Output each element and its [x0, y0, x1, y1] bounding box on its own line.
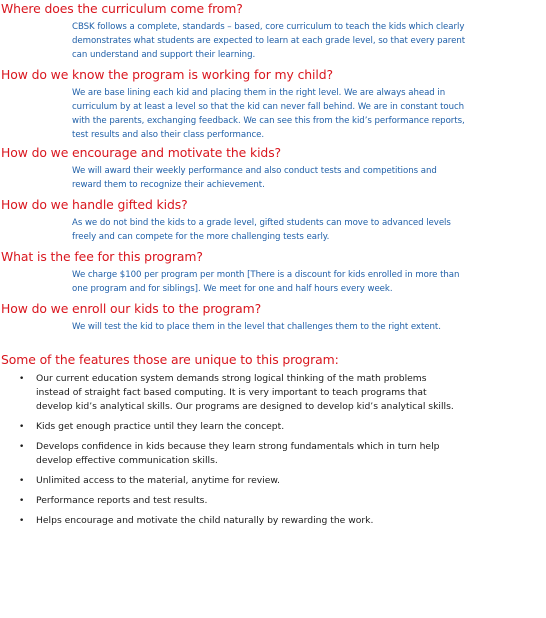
- faq-question: How do we handle gifted kids?: [1, 197, 188, 212]
- feature-text: Develops confidence in kids because they learn strong fundamentals which in turn help develop effective communication skills.: [36, 441, 440, 466]
- features-heading: Some of the features those are unique to this program:: [1, 352, 339, 367]
- faq-item-gifted: [0, 197, 468, 244]
- faq-answer: As we do not bind the kids to a grade level, gifted students can move to advanced levels freely and can compete for the more challenging tests early.: [72, 218, 451, 242]
- bullet-icon: •: [19, 516, 25, 526]
- list-item: [0, 514, 456, 528]
- faq-item-progress: [0, 67, 468, 142]
- bullet-icon: •: [19, 442, 25, 452]
- faq-item-curriculum: [0, 1, 468, 62]
- features-list: [0, 372, 546, 528]
- faq-answer: We will award their weekly performance and also conduct tests and competitions and reward them to recognize their achievement.: [72, 166, 437, 190]
- bullet-icon: •: [19, 422, 25, 432]
- faq-question: Where does the curriculum come from?: [1, 1, 243, 16]
- list-item: [0, 474, 456, 488]
- feature-text: Performance reports and test results.: [36, 495, 208, 506]
- faq-question: How do we enroll our kids to the program?: [1, 301, 262, 316]
- faq-answer: We charge $100 per program per month [There is a discount for kids enrolled in more than one program and for siblings]. We meet for one and half hours every week.: [72, 270, 460, 294]
- list-item: [0, 440, 456, 468]
- faq-question: How do we know the program is working for my child?: [1, 67, 333, 82]
- feature-text: Unlimited access to the material, anytime for review.: [36, 475, 280, 486]
- faq-question: What is the fee for this program?: [1, 249, 203, 264]
- list-item: [0, 420, 456, 434]
- bullet-icon: •: [19, 374, 25, 384]
- bullet-icon: •: [19, 496, 25, 506]
- list-item: [0, 494, 456, 508]
- feature-text: Kids get enough practice until they learn the concept.: [36, 421, 285, 432]
- list-item: [0, 372, 456, 414]
- faq-answer: We are base lining each kid and placing them in the right level. We are always ahead in curriculum by at least a level so that the kid can never fall behind. We are in constant touch with the parents, exchanging feedback. We can see this from the kid’s performance reports, test results and also their class performance.: [72, 88, 465, 140]
- faq-question: How do we encourage and motivate the kids?: [1, 145, 282, 160]
- feature-text: Our current education system demands strong logical thinking of the math problems instead of straight fact based computing. It is very important to teach programs that develop kid’s analytical skills. Our programs are designed to develop kid’s analytical skills.: [36, 373, 454, 412]
- faq-item-enroll: [0, 301, 468, 334]
- faq-item-motivation: [0, 145, 468, 192]
- faq-item-fee: [0, 249, 468, 296]
- faq-answer: CBSK follows a complete, standards – based, core curriculum to teach the kids which clearly demonstrates what students are expected to learn at each grade level, so that every parent can understand and support their learning.: [72, 22, 466, 60]
- features-section: [0, 352, 546, 534]
- bullet-icon: •: [19, 476, 25, 486]
- faq-answer: We will test the kid to place them in the level that challenges them to the right extent.: [72, 322, 441, 332]
- feature-text: Helps encourage and motivate the child naturally by rewarding the work.: [36, 515, 374, 526]
